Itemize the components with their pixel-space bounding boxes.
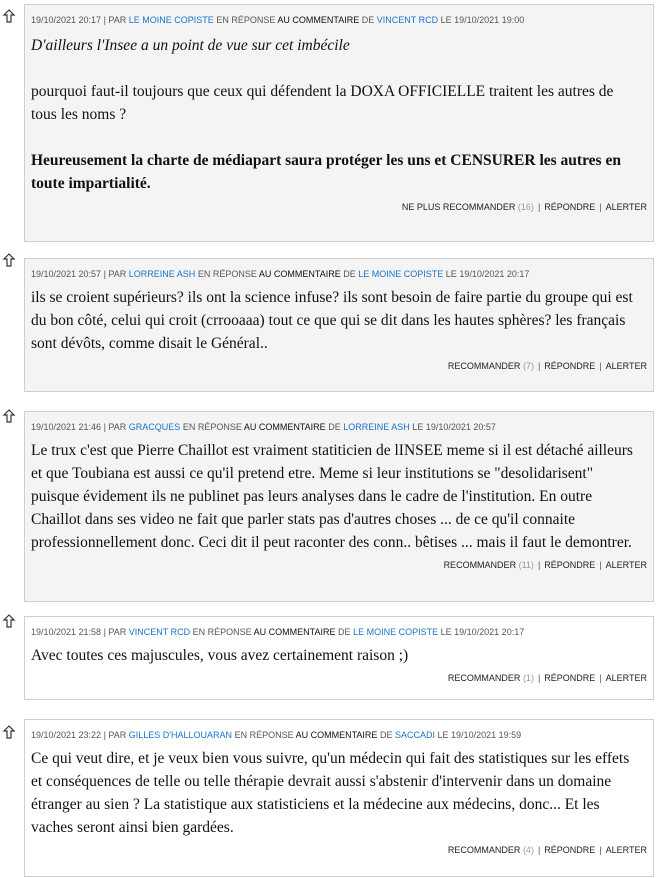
reply-to-author-link[interactable]: LORREINE ASH	[343, 422, 410, 432]
comment-meta: 19/10/2021 21:58 | PAR VINCENT RCD EN RÉPONSE AU COMMENTAIRE DE LE MOINE COPISTE LE 19/10/2021 20:17	[31, 627, 525, 637]
reply-arrow-icon	[2, 9, 16, 23]
reply-button[interactable]: RÉPONDRE	[544, 673, 596, 683]
comment-card	[24, 258, 654, 392]
comment-body	[25, 34, 653, 195]
recommend-count: (16)	[517, 202, 534, 212]
comment-paragraph: Avec toutes ces majuscules, vous avez certainement raison ;)	[31, 647, 409, 664]
alert-button[interactable]: ALERTER	[605, 202, 647, 212]
reply-to-timestamp: 19/10/2021 19:00	[454, 15, 525, 25]
comment-card	[24, 4, 654, 242]
reply-arrow-icon	[2, 409, 16, 423]
author-link[interactable]: GRACQUES	[128, 422, 181, 432]
comment-card	[24, 411, 654, 602]
comment-body	[25, 439, 653, 554]
comment-meta: 19/10/2021 20:57 | PAR LORREINE ASH EN RÉPONSE AU COMMENTAIRE DE LE MOINE COPISTE LE 19/10/2021 20:17	[31, 269, 530, 279]
reply-arrow-icon	[2, 725, 16, 739]
comment-timestamp: 19/10/2021 23:22	[31, 730, 102, 740]
alert-button[interactable]: ALERTER	[605, 361, 647, 371]
reply-arrow-icon	[2, 614, 16, 628]
comment-body	[25, 747, 653, 839]
reply-button[interactable]: RÉPONDRE	[544, 560, 596, 570]
alert-button[interactable]: ALERTER	[605, 560, 647, 570]
comment-actions: RECOMMANDER (7) | RÉPONDRE | ALERTER	[447, 361, 647, 371]
comment-body	[25, 644, 653, 667]
author-link[interactable]: GILLES D'HALLOUARAN	[128, 730, 233, 740]
author-link[interactable]: LORREINE ASH	[128, 269, 196, 279]
reply-to-timestamp: 19/10/2021 19:59	[451, 730, 522, 740]
reply-to-timestamp: 19/10/2021 20:57	[425, 422, 496, 432]
alert-button[interactable]: ALERTER	[605, 845, 647, 855]
comment-timestamp: 19/10/2021 20:57	[31, 269, 102, 279]
recommend-count: (11)	[518, 560, 534, 570]
reply-button[interactable]: RÉPONDRE	[544, 202, 596, 212]
comment-meta: 19/10/2021 21:46 | PAR GRACQUES EN RÉPONSE AU COMMENTAIRE DE LORREINE ASH LE 19/10/2021 20:57	[31, 422, 496, 432]
comment-card	[24, 616, 654, 700]
recommend-button[interactable]: RECOMMANDER (4)	[447, 845, 534, 855]
recommend-count: (4)	[522, 845, 534, 855]
reply-button[interactable]: RÉPONDRE	[544, 361, 596, 371]
reply-to-author-link[interactable]: LE MOINE COPISTE	[358, 269, 444, 279]
reply-arrow-icon	[2, 253, 16, 267]
comment-paragraph: Le trux c'est que Pierre Chaillot est vraiment statiticien de lINSEE meme si il est détaché ailleurs et que Toubiana est aussi ce qu'il pretend etre. Meme si leur institutions se "desolidarisent" puisque évidement ils ne publinet pas leurs analyses dans le cadre de l'institution. En outre Chaillot dans ses video ne fait que parler stats pas d'autres choses ... de ce qu'il connaite professionnellement donc. Ceci dit il peut raconter des conn.. bêtises ... mais il faut le demontrer.	[31, 442, 633, 551]
reply-to-timestamp: 19/10/2021 20:17	[454, 627, 525, 637]
comment-actions: RECOMMANDER (11) | RÉPONDRE | ALERTER	[443, 560, 647, 570]
comment-actions: NE PLUS RECOMMANDER (16) | RÉPONDRE | ALERTER	[401, 202, 647, 212]
reply-to-author-link[interactable]: SACCADI	[394, 730, 435, 740]
reply-to-author-link[interactable]: VINCENT RCD	[376, 15, 439, 25]
comment-timestamp: 19/10/2021 21:58	[31, 627, 102, 637]
author-link[interactable]: LE MOINE COPISTE	[128, 15, 214, 25]
reply-to-author-link[interactable]: LE MOINE COPISTE	[353, 627, 439, 637]
comment-timestamp: 19/10/2021 20:17	[31, 15, 102, 25]
comment-meta: 19/10/2021 20:17 | PAR LE MOINE COPISTE EN RÉPONSE AU COMMENTAIRE DE VINCENT RCD LE 19/10/2021 19:00	[31, 15, 525, 25]
alert-button[interactable]: ALERTER	[605, 673, 647, 683]
recommend-button[interactable]: NE PLUS RECOMMANDER (16)	[401, 202, 534, 212]
comment-paragraph: Ce qui veut dire, et je veux bien vous suivre, qu'un médecin qui fait des statistiques sur les effets et conséquences de telle ou telle thérapie devrait aussi s'abstenir d'intervenir dans un domaine étranger au sien ? La statistique aux statisticiens et la médecine aux médecins, donc... Et les vaches seront ainsi bien gardées.	[31, 750, 630, 836]
comment-actions: RECOMMANDER (1) | RÉPONDRE | ALERTER	[447, 673, 647, 683]
recommend-count: (7)	[522, 361, 534, 371]
reply-button[interactable]: RÉPONDRE	[544, 845, 596, 855]
comment-actions: RECOMMANDER (4) | RÉPONDRE | ALERTER	[447, 845, 647, 855]
recommend-button[interactable]: RECOMMANDER (7)	[447, 361, 534, 371]
comment-paragraph: Heureusement la charte de médiapart saura protéger les uns et CENSURER les autres en toute impartialité.	[31, 152, 621, 192]
reply-to-timestamp: 19/10/2021 20:17	[459, 269, 530, 279]
comment-paragraph: D'ailleurs l'Insee a un point de vue sur cet imbécile	[31, 37, 350, 54]
recommend-count: (1)	[522, 673, 534, 683]
comment-card	[24, 719, 654, 877]
recommend-button[interactable]: RECOMMANDER (1)	[447, 673, 534, 683]
recommend-button[interactable]: RECOMMANDER (11)	[443, 560, 534, 570]
comment-paragraph: ils se croient supérieurs? ils ont la science infuse? ils sont besoin de faire partie du groupe qui est du bon côté, celui qui croit (crrooaaa) tout ce que qui se dit dans les hautes sphères? les français sont dévôts, comme disait le Général..	[31, 289, 633, 352]
comment-timestamp: 19/10/2021 21:46	[31, 422, 102, 432]
comment-meta: 19/10/2021 23:22 | PAR GILLES D'HALLOUARAN EN RÉPONSE AU COMMENTAIRE DE SACCADI LE 19/10/2021 19:59	[31, 730, 522, 740]
comment-body	[25, 286, 653, 355]
comment-paragraph: pourquoi faut-il toujours que ceux qui défendent la DOXA OFFICIELLE traitent les autres de tous les noms ?	[31, 83, 614, 123]
author-link[interactable]: VINCENT RCD	[128, 627, 191, 637]
